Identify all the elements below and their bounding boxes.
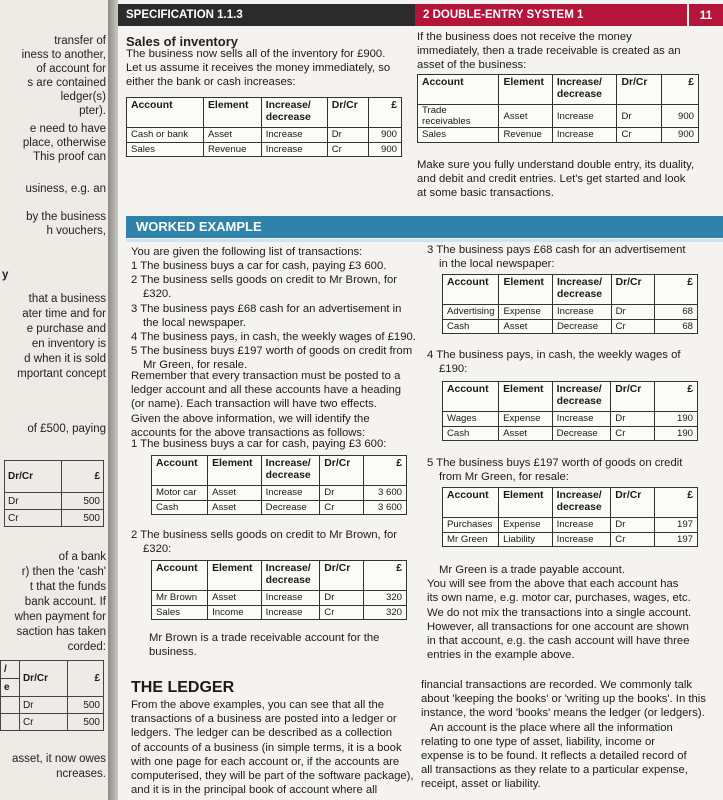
- table-cell: Dr: [327, 128, 368, 143]
- table-cell: Dr: [611, 518, 654, 533]
- table-header-cell: Account: [443, 382, 499, 412]
- table-cell: Expense: [499, 305, 553, 320]
- table-header-cell: £: [363, 456, 406, 486]
- table-cell: Increase: [552, 412, 611, 427]
- left-table-cell: Dr: [5, 493, 62, 510]
- table-header-cell: Dr/Cr: [320, 456, 363, 486]
- table-row: [127, 128, 402, 143]
- transaction-3-table: [442, 274, 698, 334]
- table-header-cell: £: [654, 275, 697, 305]
- table-cell: Expense: [499, 412, 553, 427]
- left-line: s are contained: [27, 77, 106, 89]
- left-line: h vouchers,: [46, 225, 106, 237]
- text-line: £320:: [143, 543, 172, 556]
- left-line: t that the funds: [29, 581, 106, 593]
- left-table-cell: 500: [68, 697, 104, 714]
- text-line: at some basic transactions.: [417, 187, 554, 200]
- transaction-4-table: [442, 381, 698, 441]
- table-cell: Sales: [418, 128, 499, 143]
- remember-paragraph: [131, 369, 401, 440]
- left-line: en inventory is: [31, 338, 106, 350]
- table-header-cell: Account: [127, 98, 204, 128]
- list-item: 4 The business pays, in cash, the weekly wages of £190.: [131, 331, 416, 344]
- left-line: when payment for: [14, 611, 106, 623]
- table-cell: Sales: [152, 605, 208, 620]
- table-cell: Increase: [261, 605, 320, 620]
- table-cell: 3 600: [363, 500, 406, 515]
- table-cell: Revenue: [204, 142, 262, 157]
- table-row: [443, 305, 698, 320]
- left-line: that a business: [28, 293, 106, 305]
- table-header-cell: £: [654, 382, 697, 412]
- text-line: of accounts of a business (in simple terms, it is a book: [131, 741, 402, 754]
- text-line: Given the above information, we will identify the: [131, 412, 370, 425]
- transaction-2-table: [151, 560, 407, 620]
- left-table-head: Dr/Cr: [5, 461, 62, 493]
- table-header-cell: Element: [208, 456, 262, 486]
- left-line: saction has taken: [16, 626, 106, 638]
- table-cell: Asset: [208, 591, 262, 606]
- table-cell: 197: [654, 518, 697, 533]
- left-line: pter).: [79, 105, 106, 117]
- left-line: bank account. If: [24, 596, 106, 608]
- table-header-cell: £: [369, 98, 402, 128]
- text-line: Mr Brown is a trade receivable account for the: [149, 632, 380, 644]
- text-line: expense is to be found. It reflects a detailed record of: [421, 750, 687, 763]
- table-header-cell: Element: [499, 75, 552, 105]
- table-cell: 197: [654, 532, 697, 547]
- table-cell: 190: [654, 412, 697, 427]
- table-row: [443, 319, 698, 334]
- text-line: An account is the place where all the information: [421, 721, 673, 734]
- table-cell: Dr: [611, 305, 654, 320]
- text-line: relating to one type of asset, liability, income or: [421, 735, 656, 748]
- left-line: This proof can: [33, 151, 106, 163]
- table-cell: 900: [369, 128, 402, 143]
- worked-example-title: WORKED EXAMPLE: [136, 219, 262, 234]
- table-header-cell: Increase/ decrease: [261, 456, 320, 486]
- text-line: However, all transactions for one account are shown: [427, 620, 689, 633]
- chapter-title: 2 DOUBLE-ENTRY SYSTEM 1: [415, 4, 687, 26]
- banner-stripe: [126, 239, 723, 242]
- left-line: ledger(s): [60, 91, 106, 103]
- ledger-heading: THE LEDGER: [131, 679, 235, 696]
- ledger-paragraph-left: [131, 698, 414, 797]
- text-line: asset of the business:: [417, 59, 527, 72]
- text-line: Remember that every transaction must be posted to a: [131, 370, 401, 382]
- table-cell: Asset: [499, 319, 553, 334]
- receivable-intro: [417, 30, 681, 73]
- table-cell: Mr Brown: [152, 591, 208, 606]
- left-line: mportant concept: [17, 368, 106, 380]
- left-table-cell: Dr: [19, 697, 67, 714]
- table-row: [152, 591, 407, 606]
- table-header-cell: Increase/ decrease: [552, 75, 617, 105]
- transaction-2-label: [131, 528, 397, 556]
- worked-example-intro: You are given the following list of transactions:: [131, 246, 363, 258]
- table-header-cell: Increase/ decrease: [552, 275, 611, 305]
- table-cell: Revenue: [499, 128, 552, 143]
- list-item: 1 The business buys a car for cash, paying £3 600.: [131, 260, 387, 272]
- left-table-cell: 500: [61, 510, 103, 527]
- left-line: transfer of: [54, 35, 106, 47]
- table-cell: Cr: [617, 128, 662, 143]
- table-header-cell: Element: [499, 275, 553, 305]
- table-cell: Decrease: [552, 319, 611, 334]
- left-table-head: £: [68, 661, 104, 697]
- left-line: e purchase and: [26, 323, 106, 335]
- text-line: The business now sells all of the inventory for £900.: [126, 48, 386, 60]
- table-cell: Advertising: [443, 305, 499, 320]
- text-line: You will see from the above that each account has: [427, 578, 679, 591]
- list-item: 2 The business sells goods on credit to Mr Brown, for £320.: [131, 274, 398, 301]
- transaction-5-table: [442, 487, 698, 547]
- table-header-cell: Dr/Cr: [611, 382, 654, 412]
- worked-example-banner: [126, 216, 723, 238]
- table-cell: 900: [662, 128, 699, 143]
- text-line: financial transactions are recorded. We commonly talk: [421, 679, 693, 691]
- table-header-cell: Dr/Cr: [611, 275, 654, 305]
- table-cell: Increase: [552, 128, 617, 143]
- left-table-cell: Cr: [19, 714, 67, 731]
- table-header-cell: £: [363, 561, 406, 591]
- table-row: [443, 532, 698, 547]
- left-table-cell: [1, 697, 20, 714]
- left-table-cell: 500: [61, 493, 103, 510]
- text-line: either the bank or cash increases:: [126, 76, 296, 89]
- table-cell: 320: [363, 605, 406, 620]
- table-cell: Dr: [611, 412, 654, 427]
- text-line: about 'keeping the books' or 'writing up the books'. In this: [421, 693, 706, 706]
- table-cell: Expense: [499, 518, 553, 533]
- left-line: by the business: [26, 211, 106, 223]
- table-cell: Dr: [320, 591, 363, 606]
- left-page-fragment: [0, 0, 108, 800]
- text-line: entries in the example above.: [427, 649, 575, 662]
- table-cell: 3 600: [363, 486, 406, 501]
- table-header-cell: Account: [152, 456, 208, 486]
- table-cell: Liability: [499, 532, 553, 547]
- left-line: ater time and for: [22, 308, 106, 320]
- text-line: 4 The business pays, in cash, the weekly wages of: [427, 349, 681, 361]
- table-cell: Increase: [552, 105, 617, 128]
- table-cell: Cash: [152, 500, 208, 515]
- table-header-cell: Element: [208, 561, 262, 591]
- table-cell: Increase: [552, 305, 611, 320]
- table-header-cell: Dr/Cr: [611, 488, 654, 518]
- text-line: receipt, asset or liability.: [421, 778, 541, 791]
- table-header-cell: Increase/ decrease: [261, 561, 320, 591]
- text-line: ledgers. The ledger can be described as a collection: [131, 727, 393, 740]
- text-line: business.: [149, 646, 197, 659]
- text-line: instance, the word 'books' means the ledger (or ledgers).: [421, 707, 705, 720]
- table-row: [127, 142, 402, 157]
- table-header-cell: Increase/ decrease: [261, 98, 327, 128]
- text-line: transactions of a business are posted into a ledger or: [131, 713, 397, 726]
- table-cell: Asset: [208, 500, 262, 515]
- table-header-cell: £: [662, 75, 699, 105]
- left-line: corded:: [67, 641, 106, 653]
- transaction-list: [131, 259, 416, 373]
- transaction-2-note: [149, 631, 379, 659]
- table-cell: 190: [654, 426, 697, 441]
- left-line: of £500, paying: [27, 423, 106, 435]
- table-header-cell: Element: [204, 98, 262, 128]
- table-cell: Increase: [552, 532, 611, 547]
- text-line: and debit and credit entries. Let's get started and look: [417, 173, 686, 186]
- table-cell: Cr: [611, 426, 654, 441]
- sales-inventory-title: Sales of inventory: [126, 34, 238, 49]
- table-cell: Cr: [327, 142, 368, 157]
- table-row: [443, 518, 698, 533]
- text-line: 5 The business buys £197 worth of goods on credit: [427, 457, 683, 469]
- table-header-cell: £: [654, 488, 697, 518]
- left-table-head: Dr/Cr: [19, 661, 67, 697]
- table-row: [443, 426, 698, 441]
- table-cell: Motor car: [152, 486, 208, 501]
- text-line: 2 The business sells goods on credit to Mr Brown, for: [131, 529, 398, 541]
- left-table-cell: [1, 714, 20, 731]
- transaction-1-table: [151, 455, 407, 515]
- text-line: computerised, they will be part of the software package),: [131, 770, 414, 783]
- left-table-cell: 500: [68, 714, 104, 731]
- text-line: and it is in the principal book of account where all: [131, 784, 378, 797]
- text-line: its own name, e.g. motor car, purchases, wages, etc.: [427, 592, 691, 605]
- table-row: [152, 605, 407, 620]
- table-cell: Cash or bank: [127, 128, 204, 143]
- book-page: [118, 0, 723, 800]
- left-table-2: [0, 660, 104, 731]
- table-header-cell: Dr/Cr: [617, 75, 662, 105]
- table-header-cell: Account: [443, 275, 499, 305]
- page-number: 11: [687, 4, 723, 26]
- table-cell: 68: [654, 305, 697, 320]
- transaction-3-label: [427, 243, 686, 271]
- table-cell: Increase: [261, 486, 320, 501]
- table-cell: Wages: [443, 412, 499, 427]
- table-cell: Dr: [617, 105, 662, 128]
- sales-inventory-text: [126, 47, 390, 90]
- table-row: [443, 412, 698, 427]
- table-cell: Cr: [320, 500, 363, 515]
- table-cell: Decrease: [261, 500, 320, 515]
- text-line: accounts for the above transactions as follows:: [131, 426, 366, 439]
- left-table-cell: Cr: [5, 510, 62, 527]
- left-line: r) then the 'cash': [21, 566, 106, 578]
- table-cell: Purchases: [443, 518, 499, 533]
- table-cell: 320: [363, 591, 406, 606]
- text-line: From the above examples, you can see that all the: [131, 699, 385, 711]
- table-header-cell: Account: [418, 75, 499, 105]
- table-cell: Cash: [443, 319, 499, 334]
- left-line: iness to another,: [21, 49, 106, 61]
- text-line: If the business does not receive the money: [417, 31, 632, 43]
- table-header-cell: Dr/Cr: [327, 98, 368, 128]
- table-cell: Decrease: [552, 426, 611, 441]
- table-cell: Asset: [208, 486, 262, 501]
- table-cell: Cr: [611, 532, 654, 547]
- table-cell: Increase: [261, 591, 320, 606]
- table-row: [418, 128, 699, 143]
- table-cell: Increase: [261, 142, 327, 157]
- table-header-cell: Increase/ decrease: [552, 488, 611, 518]
- table-header-cell: Dr/Cr: [320, 561, 363, 591]
- table-cell: Cash: [443, 426, 499, 441]
- text-line: all transactions as they relate to a particular expense,: [421, 764, 688, 777]
- table-header-cell: Increase/ decrease: [552, 382, 611, 412]
- text-line: Mr Green is a trade payable account.: [439, 564, 625, 576]
- left-table-head: £: [61, 461, 103, 493]
- text-line: (or name). Each transaction will have two effects.: [131, 398, 377, 411]
- table-header-cell: Element: [499, 382, 553, 412]
- list-item: 3 The business pays £68 cash for an advertisement in the local newspaper.: [131, 302, 402, 329]
- table-cell: Increase: [552, 518, 611, 533]
- transaction-4-label: [427, 348, 681, 376]
- text-line: immediately, then a trade receivable is created as an: [417, 45, 681, 58]
- text-line: Let us assume it receives the money immediately, so: [126, 62, 391, 75]
- table-row: [152, 486, 407, 501]
- table-cell: Dr: [320, 486, 363, 501]
- left-line: d when it is sold: [24, 353, 106, 365]
- transaction-5-label: [427, 456, 682, 484]
- text-line: £190:: [439, 363, 468, 376]
- spec-label: SPECIFICATION 1.1.3: [118, 4, 415, 26]
- text-line: in that account, e.g. the cash account will have three: [427, 635, 690, 648]
- table-cell: Income: [208, 605, 262, 620]
- table-cell: Mr Green: [443, 532, 499, 547]
- page-header: [118, 4, 723, 26]
- double-entry-note: [417, 158, 694, 201]
- table-cell: Cr: [320, 605, 363, 620]
- trade-receivable-table: [417, 74, 699, 143]
- table-header-cell: Account: [152, 561, 208, 591]
- table-cell: Cr: [611, 319, 654, 334]
- left-line: ncreases.: [56, 768, 106, 780]
- sales-inventory-table: [126, 97, 402, 157]
- table-cell: Asset: [499, 426, 553, 441]
- table-cell: Trade receivables: [418, 105, 499, 128]
- table-row: [152, 500, 407, 515]
- table-cell: Increase: [261, 128, 327, 143]
- text-line: 3 The business pays £68 cash for an advertisement: [427, 244, 686, 256]
- text-line: Make sure you fully understand double entry, its duality,: [417, 159, 695, 171]
- text-line: in the local newspaper:: [439, 258, 555, 271]
- table-row: [418, 105, 699, 128]
- text-line: from Mr Green, for resale:: [439, 471, 569, 484]
- table-cell: Asset: [204, 128, 262, 143]
- left-line: of account for: [36, 63, 106, 75]
- left-line: place, otherwise: [22, 137, 106, 149]
- ledger-paragraph-right: [421, 678, 706, 792]
- left-line: asset, it now owes: [12, 753, 106, 765]
- table-cell: Sales: [127, 142, 204, 157]
- table-cell: 900: [662, 105, 699, 128]
- left-line: e need to have: [29, 123, 106, 135]
- left-line: usiness, e.g. an: [25, 183, 106, 195]
- list-item: 5 The business buys £197 worth of goods on credit from Mr Green, for resale.: [131, 345, 413, 372]
- transaction-1-label: 1 The business buys a car for cash, paying £3 600:: [131, 438, 387, 450]
- left-line: of a bank: [58, 551, 106, 563]
- left-table-head: e: [1, 679, 20, 697]
- table-cell: 900: [369, 142, 402, 157]
- left-heading-fragment: y: [2, 269, 9, 281]
- table-header-cell: Account: [443, 488, 499, 518]
- left-table-1: [4, 460, 104, 527]
- left-table-head: /: [1, 661, 20, 679]
- table-cell: 68: [654, 319, 697, 334]
- text-line: We do not mix the transactions into a single account.: [427, 606, 692, 619]
- text-line: ledger account and all these accounts have a heading: [131, 384, 402, 397]
- text-line: with one page for each account or, if the accounts are: [131, 755, 400, 768]
- table-cell: Asset: [499, 105, 552, 128]
- transaction-5-note: [427, 563, 691, 662]
- table-header-cell: Element: [499, 488, 553, 518]
